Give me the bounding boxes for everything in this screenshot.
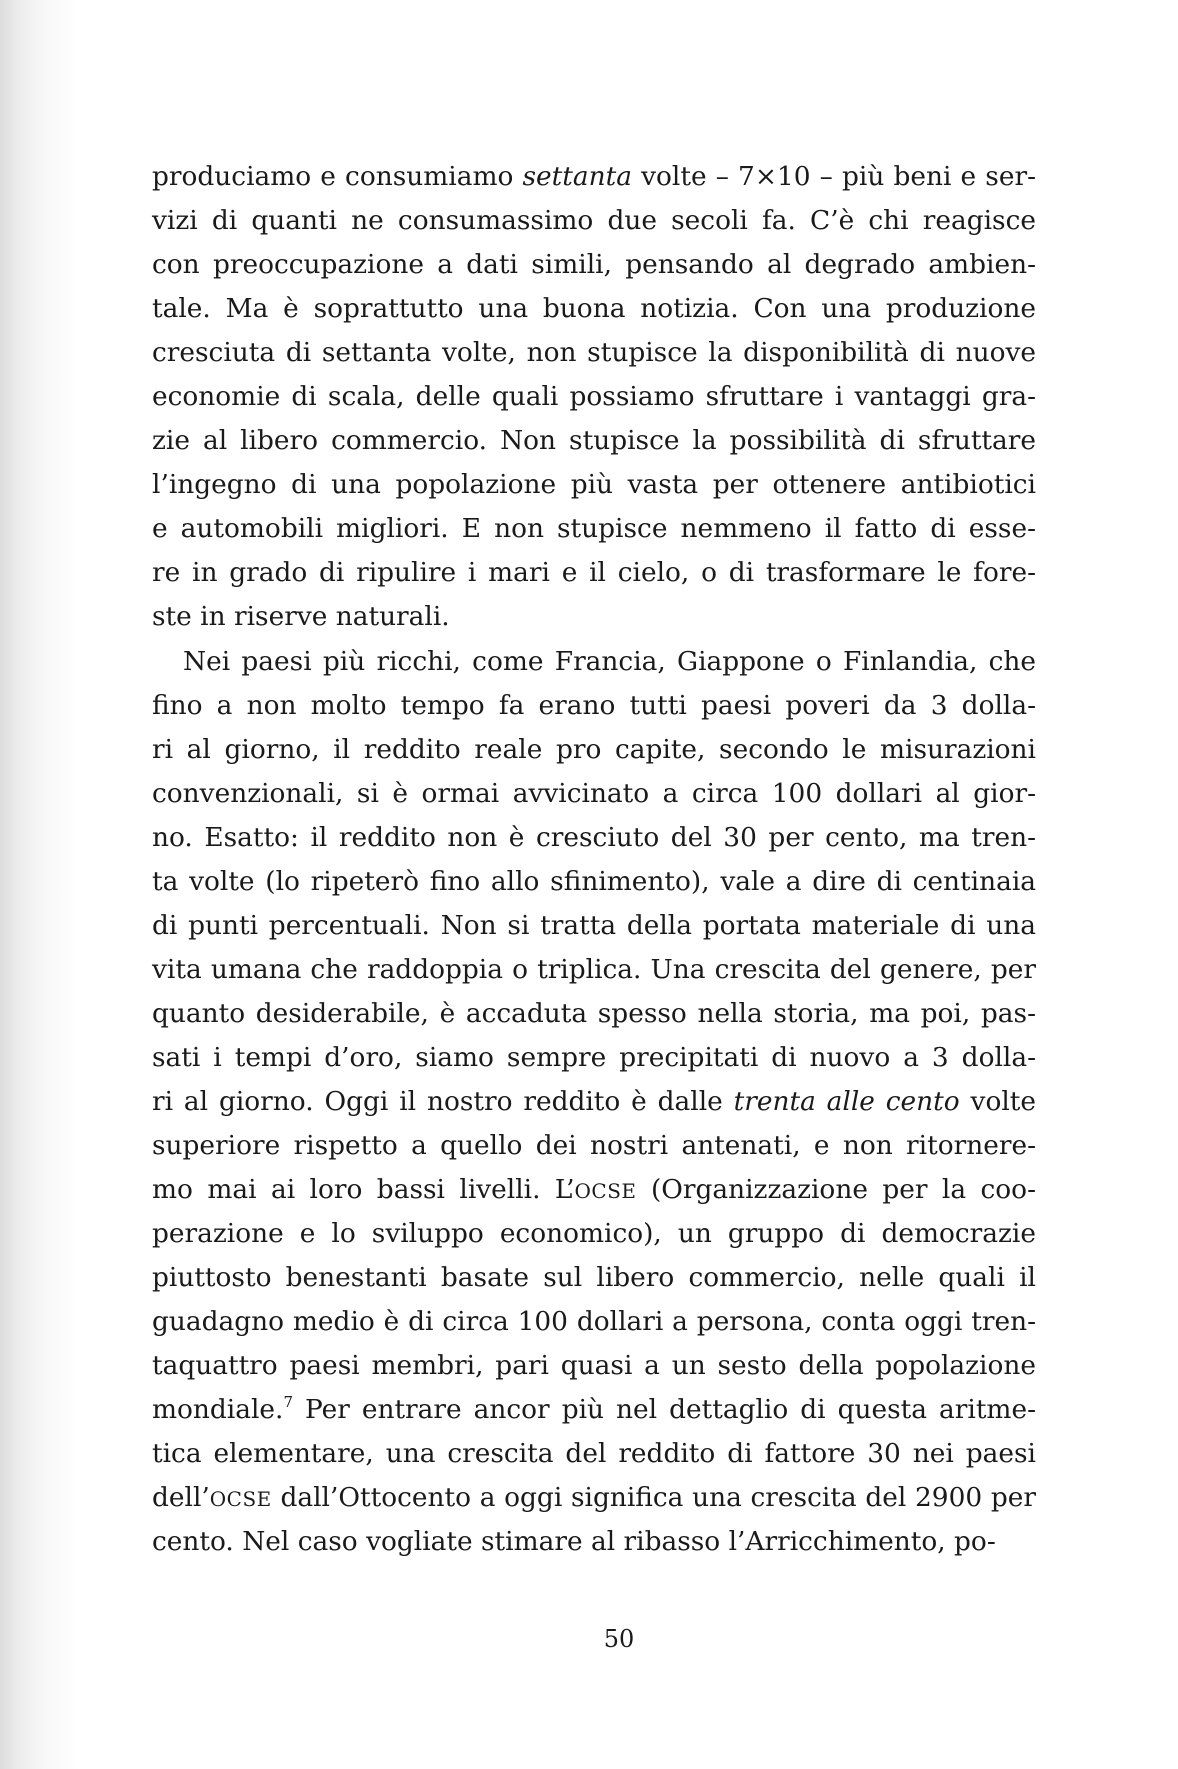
text-line — [152, 463, 1036, 507]
text-segment: volte — [959, 1085, 1036, 1117]
text-line — [152, 640, 1036, 684]
text-segment: mondiale. — [152, 1394, 284, 1426]
text-line — [152, 1124, 1036, 1168]
text-segment: zie al libero commercio. Non stupisce la possibilità di sfruttare — [152, 425, 1036, 457]
text-segment: dall’Ottocento a oggi significa una crescita del 2900 per — [271, 1482, 1036, 1514]
text-line — [152, 992, 1036, 1036]
text-segment: ri al giorno, il reddito reale pro capite, secondo le misurazioni — [152, 733, 1036, 765]
text-segment: con preoccupazione a dati simili, pensando al degrado ambien- — [152, 249, 1036, 281]
text-segment: vizi di quanti ne consumassimo due secoli fa. C’è chi reagisce — [152, 205, 1036, 237]
acronym-text: OCSE — [209, 1487, 272, 1512]
paragraph — [152, 640, 1036, 1565]
text-line — [152, 331, 1036, 375]
text-segment: guadagno medio è di circa 100 dollari a persona, conta oggi tren- — [152, 1306, 1036, 1338]
acronym-text: OCSE — [574, 1179, 637, 1204]
page-number: 50 — [603, 1625, 635, 1653]
text-segment: (Organizzazione per la coo- — [636, 1174, 1036, 1206]
text-line — [152, 1256, 1036, 1300]
text-segment: cresciuta di settanta volte, non stupisce la disponibilità di nuove — [152, 337, 1036, 369]
text-line — [152, 1388, 1036, 1432]
text-line — [152, 287, 1036, 331]
text-segment: piuttosto benestanti basate sul libero commercio, nelle quali il — [152, 1262, 1036, 1294]
text-segment: mo mai ai loro bassi livelli. L’ — [152, 1174, 575, 1206]
text-segment: economie di scala, delle quali possiamo sfruttare i vantaggi gra- — [152, 381, 1036, 413]
text-line — [152, 595, 1036, 639]
text-segment: fino a non molto tempo fa erano tutti paesi poveri da 3 dolla- — [152, 689, 1036, 721]
text-segment: taquattro paesi membri, pari quasi a un sesto della popolazione — [152, 1350, 1036, 1382]
text-segment: Nei paesi più ricchi, come Francia, Giappone o Finlandia, che — [183, 645, 1036, 677]
text-segment: convenzionali, si è ormai avvicinato a circa 100 dollari al gior- — [152, 777, 1036, 809]
text-line — [152, 243, 1036, 287]
text-segment: no. Esatto: il reddito non è cresciuto del 30 per cento, ma tren- — [152, 821, 1036, 853]
text-segment: ta volte (lo ripeterò fino allo sfinimento), vale a dire di centinaia — [152, 865, 1036, 897]
text-line — [152, 375, 1036, 419]
text-segment: ste in riserve naturali. — [152, 601, 450, 633]
text-segment: volte – 7×10 – più beni e ser- — [631, 161, 1036, 192]
text-line — [152, 1300, 1036, 1344]
text-segment: cento. Nel caso vogliate stimare al ribasso l’Arricchimento, po- — [152, 1526, 996, 1558]
text-segment: di punti percentuali. Non si tratta della portata materiale di una — [152, 909, 1036, 941]
text-line — [152, 816, 1036, 860]
text-segment: dell’ — [152, 1482, 210, 1514]
text-segment: vita umana che raddoppia o triplica. Una crescita del genere, per — [152, 953, 1036, 985]
text-line — [152, 1432, 1036, 1476]
text-segment: l’ingegno di una popolazione più vasta per ottenere antibiotici — [152, 469, 1036, 501]
text-line — [152, 1520, 1036, 1564]
text-line — [152, 419, 1036, 463]
text-segment: tica elementare, una crescita del reddito di fattore 30 nei paesi — [152, 1438, 1036, 1470]
paragraph — [152, 155, 1036, 640]
text-line — [152, 684, 1036, 728]
text-line — [152, 1212, 1036, 1256]
text-line — [152, 507, 1036, 551]
text-segment: sati i tempi d’oro, siamo sempre precipitati di nuovo a 3 dolla- — [152, 1041, 1036, 1073]
text-line — [152, 199, 1036, 243]
text-line — [152, 1168, 1036, 1212]
text-line — [152, 772, 1036, 816]
text-line — [152, 551, 1036, 595]
text-segment: tale. Ma è soprattutto una buona notizia. Con una produzione — [152, 293, 1036, 325]
italic-text: settanta — [522, 161, 632, 192]
text-segment: ri al giorno. Oggi il nostro reddito è dalle — [152, 1085, 734, 1117]
text-segment: Per entrare ancor più nel dettaglio di questa aritme- — [292, 1394, 1036, 1426]
text-line — [152, 860, 1036, 904]
text-line — [152, 948, 1036, 992]
text-line — [152, 1080, 1036, 1124]
text-line — [152, 1036, 1036, 1080]
text-segment: produciamo e consumiamo — [152, 161, 523, 192]
text-line — [152, 904, 1036, 948]
footnote-marker: 7 — [283, 1393, 293, 1412]
text-segment: superiore rispetto a quello dei nostri antenati, e non ritornere- — [152, 1130, 1036, 1162]
text-line — [152, 1476, 1036, 1520]
text-line — [152, 1344, 1036, 1388]
italic-text: trenta alle cento — [733, 1085, 960, 1117]
body-text — [152, 155, 1036, 1565]
text-segment: e automobili migliori. E non stupisce nemmeno il fatto di esse- — [152, 513, 1036, 545]
text-line — [152, 155, 1036, 199]
text-segment: quanto desiderabile, è accaduta spesso nella storia, ma poi, pas- — [152, 997, 1036, 1029]
text-segment: perazione e lo sviluppo economico), un gruppo di democrazie — [152, 1218, 1036, 1250]
text-segment: re in grado di ripulire i mari e il cielo, o di trasformare le fore- — [152, 557, 1036, 589]
text-line — [152, 728, 1036, 772]
